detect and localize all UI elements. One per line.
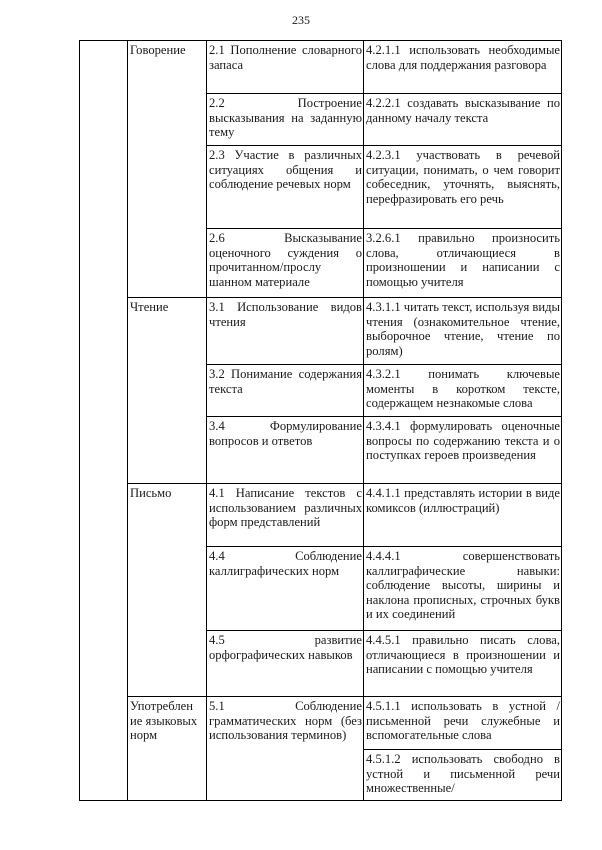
outcome-cell <box>364 417 562 484</box>
outcome-cell <box>364 484 562 547</box>
outcome-cell <box>364 298 562 365</box>
outcome-cell <box>364 365 562 417</box>
outcome-text: 4.3.4.1 формулировать оценочные вопросы по содержанию текста и о поступках героев произведения <box>366 419 560 463</box>
subskill-text: 4.5 развитие орфографических навыков <box>209 633 362 662</box>
outcome-text: 4.3.1.1 читать текст, используя виды чтения (ознакомительное чтение, выборочное чтение, чтение по ролям) <box>366 300 560 358</box>
area-cell <box>128 697 207 801</box>
subskill-text: 2.2 Построение высказывания на заданную тему <box>209 96 362 140</box>
subskill-text: 3.1 Использование видов чтения <box>209 300 362 329</box>
subskill-cell <box>207 229 364 298</box>
subskill-text: 2.1 Пополнение словарного запаса <box>209 43 362 72</box>
outcome-text: 4.2.3.1 участвовать в речевой ситуации, понимать, о чем говорит собеседник, уточнять, выяснять, перефразировать его речь <box>366 148 560 206</box>
area-label: Чтение <box>130 300 169 314</box>
subskill-text: 4.1 Написание текстов с использованием различных форм представлений <box>209 486 362 530</box>
subskill-cell <box>207 697 364 801</box>
outcome-cell <box>364 229 562 298</box>
page-number: 235 <box>292 13 310 27</box>
outcome-cell <box>364 631 562 697</box>
subskill-text: 2.6 Высказывание оценочного суждения о прочитанном/прослу шанном материале <box>209 231 362 289</box>
subskill-cell <box>207 417 364 484</box>
subskill-cell <box>207 484 364 547</box>
outcome-text: 4.2.2.1 создавать высказывание по данному началу текста <box>366 96 560 125</box>
outcome-text: 4.4.4.1 совершенствовать каллиграфические навыки: соблюдение высоты, ширины и наклона прописных, строчных букв и их соединений <box>366 549 560 622</box>
blank-column-cell <box>80 41 128 801</box>
area-label: Употреблен ие языковых норм <box>130 699 198 743</box>
outcome-text: 4.2.1.1 использовать необходимые слова для поддержания разговора <box>366 43 560 72</box>
outcome-cell <box>364 547 562 631</box>
outcome-cell <box>364 146 562 229</box>
area-label: Письмо <box>130 486 172 500</box>
outcome-text: 4.3.2.1 понимать ключевые моменты в коротком тексте, содержащем незнакомые слова <box>366 367 560 411</box>
area-cell <box>128 298 207 484</box>
outcome-cell <box>364 750 562 801</box>
subskill-text: 3.4 Формулирование вопросов и ответов <box>209 419 362 448</box>
subskill-cell <box>207 365 364 417</box>
outcome-cell <box>364 41 562 94</box>
table-row <box>80 697 562 750</box>
area-cell <box>128 41 207 298</box>
subskill-cell <box>207 547 364 631</box>
subskill-text: 3.2 Понимание содержания текста <box>209 367 362 396</box>
curriculum-table <box>79 40 562 801</box>
subskill-cell <box>207 298 364 365</box>
table-row <box>80 41 562 94</box>
outcome-cell <box>364 697 562 750</box>
table-row <box>80 484 562 547</box>
subskill-cell <box>207 94 364 146</box>
table-row <box>80 298 562 365</box>
subskill-text: 4.4 Соблюдение каллиграфических норм <box>209 549 362 578</box>
subskill-cell <box>207 41 364 94</box>
outcome-text: 4.4.1.1 представлять истории в виде комиксов (иллюстраций) <box>366 486 560 515</box>
subskill-text: 5.1 Соблюдение грамматических норм (без использования терминов) <box>209 699 362 743</box>
outcome-cell <box>364 94 562 146</box>
outcome-text: 3.2.6.1 правильно произносить слова, отличающиеся в произношении и написании с помощью учителя <box>366 231 560 289</box>
area-label: Говорение <box>130 43 186 57</box>
outcome-text: 4.5.1.1 использовать в устной /письменной речи служебные и вспомогательные слова <box>366 699 560 743</box>
subskill-text: 2.3 Участие в различных ситуациях общения и соблюдение речевых норм <box>209 148 362 192</box>
subskill-cell <box>207 631 364 697</box>
outcome-text: 4.4.5.1 правильно писать слова, отличающиеся в произношении и написании с помощью учителя <box>366 633 560 677</box>
subskill-cell <box>207 146 364 229</box>
area-cell <box>128 484 207 697</box>
outcome-text: 4.5.1.2 использовать свободно в устной и письменной речи множественные/ <box>366 752 560 796</box>
